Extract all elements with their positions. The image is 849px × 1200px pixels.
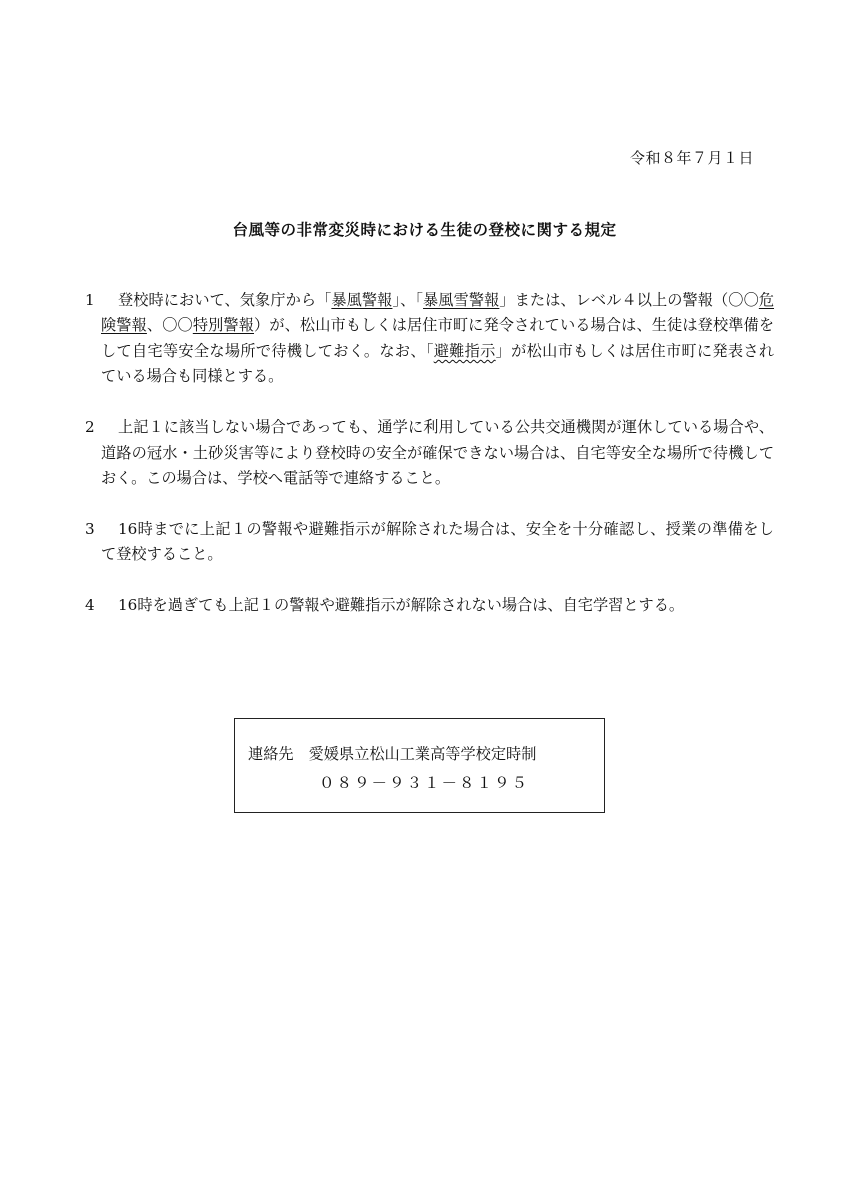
rule-item-2 — [84, 415, 774, 491]
rule-number: 2 — [85, 418, 95, 437]
underlined-term: 特別警報 — [192, 316, 255, 335]
rule-number: 4 — [85, 596, 95, 615]
text-segment: 16時を過ぎても上記１の警報や避難指示が解除されない場合は、自宅学習とする。 — [118, 596, 685, 615]
text-segment: 登校時において、気象庁から「 — [118, 291, 332, 309]
contact-school-name: 愛媛県立松山工業高等学校定時制 — [308, 745, 537, 763]
rule-item-4 — [84, 593, 774, 618]
rules-list — [84, 288, 774, 644]
text-segment: ）が、松山市もしくは居住市町に発令されている場合は、生徒は登校準備をして自宅等安全な場所で待機しておく。なお、「 — [101, 316, 775, 360]
contact-label: 連絡先 — [248, 745, 294, 763]
rule-text — [101, 415, 774, 491]
text-segment: 」、「 — [392, 291, 424, 309]
text-segment: 、〇〇 — [146, 316, 193, 335]
rule-text — [101, 593, 774, 618]
underlined-term: 避難指示 — [433, 341, 496, 360]
underlined-term: 危険警報 — [101, 291, 775, 335]
text-segment: 」または、レベル４以上の警報（〇〇 — [499, 291, 759, 309]
rule-item-3 — [84, 517, 774, 568]
contact-phone-number: ０８９－９３１－８１９５ — [319, 774, 530, 792]
document-title: 台風等の非常変災時における生徒の登校に関する規定 — [232, 221, 617, 239]
rule-number: 1 — [85, 291, 95, 309]
underlined-term: 暴風警報 — [331, 291, 393, 309]
contact-line — [248, 743, 536, 764]
rule-text — [101, 288, 774, 390]
text-segment: 」が松山市もしくは居住市町に発表されている場合も同様とする。 — [101, 341, 775, 386]
text-segment: 上記１に該当しない場合であっても、通学に利用している公共交通機関が運休している場合や、道路の冠水・土砂災害等により登校時の安全が確保できない場合は、自宅等安全な場所で待機しておく。この場合は、学校へ電話等で連絡すること。 — [101, 418, 774, 487]
text-segment: 16時までに上記１の警報や避難指示が解除された場合は、安全を十分確認し、授業の準備をして登校すること。 — [101, 519, 774, 564]
document-date: 令和８年７月１日 — [629, 149, 754, 167]
rule-text — [101, 517, 774, 568]
contact-box — [234, 718, 605, 813]
rule-number: 3 — [85, 519, 95, 538]
rule-item-1 — [84, 288, 774, 390]
underlined-term: 暴風雪警報 — [423, 291, 500, 309]
